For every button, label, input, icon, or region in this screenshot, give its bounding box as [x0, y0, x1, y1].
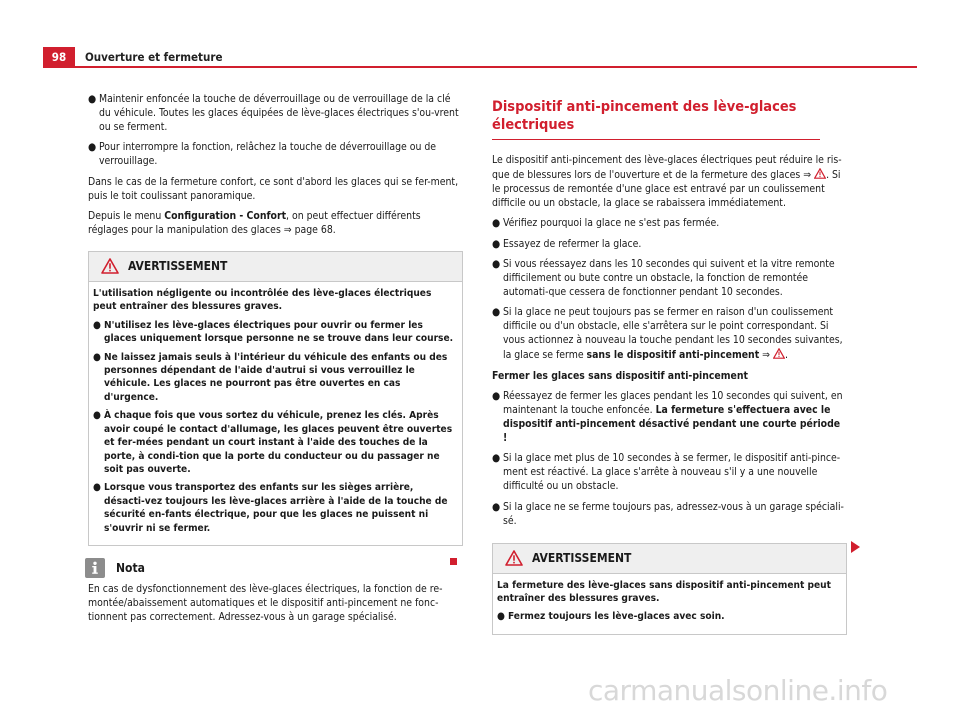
- list-item: [492, 390, 847, 446]
- list-item: [88, 93, 463, 135]
- warning-title: AVERTISSEMENT: [128, 259, 228, 274]
- bullet-text: À chaque fois que vous sortez du véhicule, prenez les clés. Après avoir coupé le contact d'allumage, les glaces peuvent être ouvertes et fer-mées pendant un court instant à l'aide des touches de la porte, à condi-tion que la porte du conducteur ou du passager ne soit pas ouverte.: [104, 410, 453, 475]
- paragraph-text: Le dispositif anti-pincement des lève-glaces électriques peut réduire le ris-que de blessures lors de l'ouverture et de la fermeture des glaces ⇒: [492, 154, 842, 181]
- bullet-text: Si la glace met plus de 10 secondes à se fermer, le dispositif anti-pince-ment est réactivé. La glace s'arrête à nouveau s'il y a une nouvelle difficulté ou un obstacle.: [503, 452, 841, 493]
- warning-intro: L'utilisation négligente ou incontrôlée des lève-glaces électriques peut entraîner des blessures graves.: [93, 287, 432, 313]
- list-item: [93, 319, 456, 346]
- note-text: En cas de dysfonctionnement des lève-glaces électriques, la fonction de re-montée/abaissement automatiques et le dispositif anti-pincement ne fonc-tionnent pas correctement. Adressez-vous à un garage spécialisé.: [88, 583, 443, 623]
- paragraph-text: Depuis le menu: [88, 210, 165, 223]
- bullet-dot: ●: [93, 410, 101, 422]
- bullet-text: [503, 306, 847, 363]
- bullet-text-part: Si la glace ne peut toujours pas se fermer en raison d'un coulissement difficile ou d'un obstacle, elle s'arrêtera sur le point correspondant. Si vous actionnez à nouveau la touche pendant les 10 secondes suivantes, la glace se ferme: [503, 306, 843, 362]
- warning-box: [492, 543, 847, 635]
- warning-box: [88, 251, 463, 546]
- bullet-dot: ●: [93, 319, 101, 331]
- bullet-text: Pour interrompre la fonction, relâchez la touche de déverrouillage ou de verrouillage.: [99, 141, 437, 168]
- warning-title: AVERTISSEMENT: [532, 551, 632, 566]
- list-item: [492, 238, 847, 252]
- menu-reference: Configuration - Confort: [164, 210, 287, 223]
- bullet-text-bold: La fermeture s'effectuera avec le dispositif anti-pincement désactivé pendant une courte période !: [503, 404, 841, 444]
- bullet-text: Ne laissez jamais seuls à l'intérieur du véhicule des enfants ou des personnes dépendant de l'aide d'autrui si vous verrouillez le véhicule. Les glaces ne pourront pas être ouvertes en cas d'urgence.: [104, 351, 448, 403]
- list-item: [93, 409, 456, 476]
- list-item: [492, 217, 847, 231]
- list-item: [88, 141, 463, 169]
- header-rule: [43, 66, 917, 68]
- subheading: Fermer les glaces sans dispositif anti-pincement: [492, 369, 748, 382]
- section-end-marker: [450, 558, 457, 565]
- warning-header: [493, 544, 846, 574]
- bullet-text: Si la glace ne se ferme toujours pas, adressez-vous à un garage spéciali-sé.: [503, 500, 844, 527]
- warning-intro: La fermeture des lève-glaces sans dispositif anti-pincement peut entraîner des blessures graves.: [497, 579, 831, 604]
- list-item: [492, 306, 847, 363]
- bullet-text-part: .: [784, 349, 788, 362]
- warning-body: [89, 282, 462, 545]
- list-item: [492, 258, 847, 300]
- right-column: [492, 98, 847, 647]
- bullet-text: Si vous réessayez dans les 10 secondes qui suivent et la vitre remonte difficilement ou bute contre un obstacle, la fonction de remontée automati-que cessera de fonctionner pendant 10 secondes.: [503, 258, 835, 298]
- bullet-dot: ●: [93, 351, 101, 363]
- warning-triangle-icon: [505, 550, 523, 566]
- list-item: [93, 481, 456, 535]
- bullet-text: Vérifiez pourquoi la glace ne s'est pas fermée.: [503, 217, 720, 230]
- warning-reference-icon[interactable]: [773, 348, 785, 359]
- bullet-text-part: ⇒: [759, 349, 773, 362]
- bullet-text-part: Réessayez de fermer les glaces pendant les 10 secondes qui suivent, en maintenant la touche enfoncée.: [503, 390, 843, 417]
- left-column: [88, 93, 463, 631]
- bullet-dot: ●: [492, 237, 501, 250]
- paragraph-comfort: Dans le cas de la fermeture confort, ce sont d'abord les glaces qui se fer-ment, puis le toit coulissant panoramique.: [88, 175, 459, 202]
- bullet-dot: ●: [93, 482, 101, 494]
- bullet-text: Maintenir enfoncée la touche de déverrouillage ou de verrouillage de la clé du véhicule. Toutes les glaces équipées de lève-glaces électriques s'ou-vrent ou se ferment.: [99, 93, 459, 133]
- bullet-dot: ●: [492, 500, 501, 513]
- page-reference-link[interactable]: , on peut effectuer différents réglages pour la manipulation des glaces ⇒ page 68.: [88, 210, 421, 236]
- bullet-dot: ●: [492, 390, 501, 403]
- chapter-title: Ouverture et fermeture: [85, 50, 223, 64]
- bullet-dot: ●: [492, 306, 501, 319]
- paragraph-menu: [88, 210, 463, 238]
- section-title: Dispositif anti-pincement des lève-glaces électriques: [492, 98, 820, 140]
- warning-body: [493, 574, 846, 634]
- bullet-dot: ●: [88, 141, 97, 154]
- bullet-dot: ●: [492, 258, 501, 271]
- bullet-text: Lorsque vous transportez des enfants sur les sièges arrière, désacti-vez toujours les lève-glaces arrière à l'aide de la touche de sécurité en-fants électrique, pour que les glaces ne puissent ni s'ouvrir ni se fermer.: [104, 482, 448, 534]
- bullet-text: [503, 390, 847, 446]
- watermark: carmanualsonline.info: [588, 674, 888, 707]
- list-item: [492, 452, 847, 494]
- info-icon: [85, 558, 105, 578]
- bullet-dot: ●: [88, 93, 97, 105]
- warning-header: [89, 252, 462, 282]
- bullet-dot: ●: [492, 217, 501, 230]
- bullet-dot: ●: [497, 611, 505, 623]
- bullet-text-bold: sans le dispositif anti-pincement: [586, 349, 760, 362]
- paragraph-text: . Si le processus de remontée d'une glace est entravé par un coulissement difficile ou un obstacle, la glace se rabaissera immédiatement.: [492, 168, 841, 209]
- warning-triangle-icon: [101, 258, 119, 274]
- list-item: [492, 501, 847, 529]
- note-header: [88, 558, 463, 578]
- note-title: Nota: [116, 561, 145, 576]
- bullet-text: N'utilisez les lève-glaces électriques pour ouvrir ou fermer les glaces uniquement lorsque personne ne se trouve dans leur course.: [104, 319, 454, 345]
- page-number: 98: [43, 47, 75, 67]
- warning-reference-icon[interactable]: [814, 168, 826, 179]
- bullet-text: Essayez de refermer la glace.: [503, 237, 642, 250]
- list-item: [93, 351, 456, 405]
- bullet-dot: ●: [492, 452, 501, 465]
- bullet-text: Fermez toujours les lève-glaces avec soin.: [508, 611, 725, 623]
- continue-arrow-icon: [851, 541, 860, 553]
- paragraph-intro: [492, 154, 847, 211]
- list-item: [497, 610, 840, 623]
